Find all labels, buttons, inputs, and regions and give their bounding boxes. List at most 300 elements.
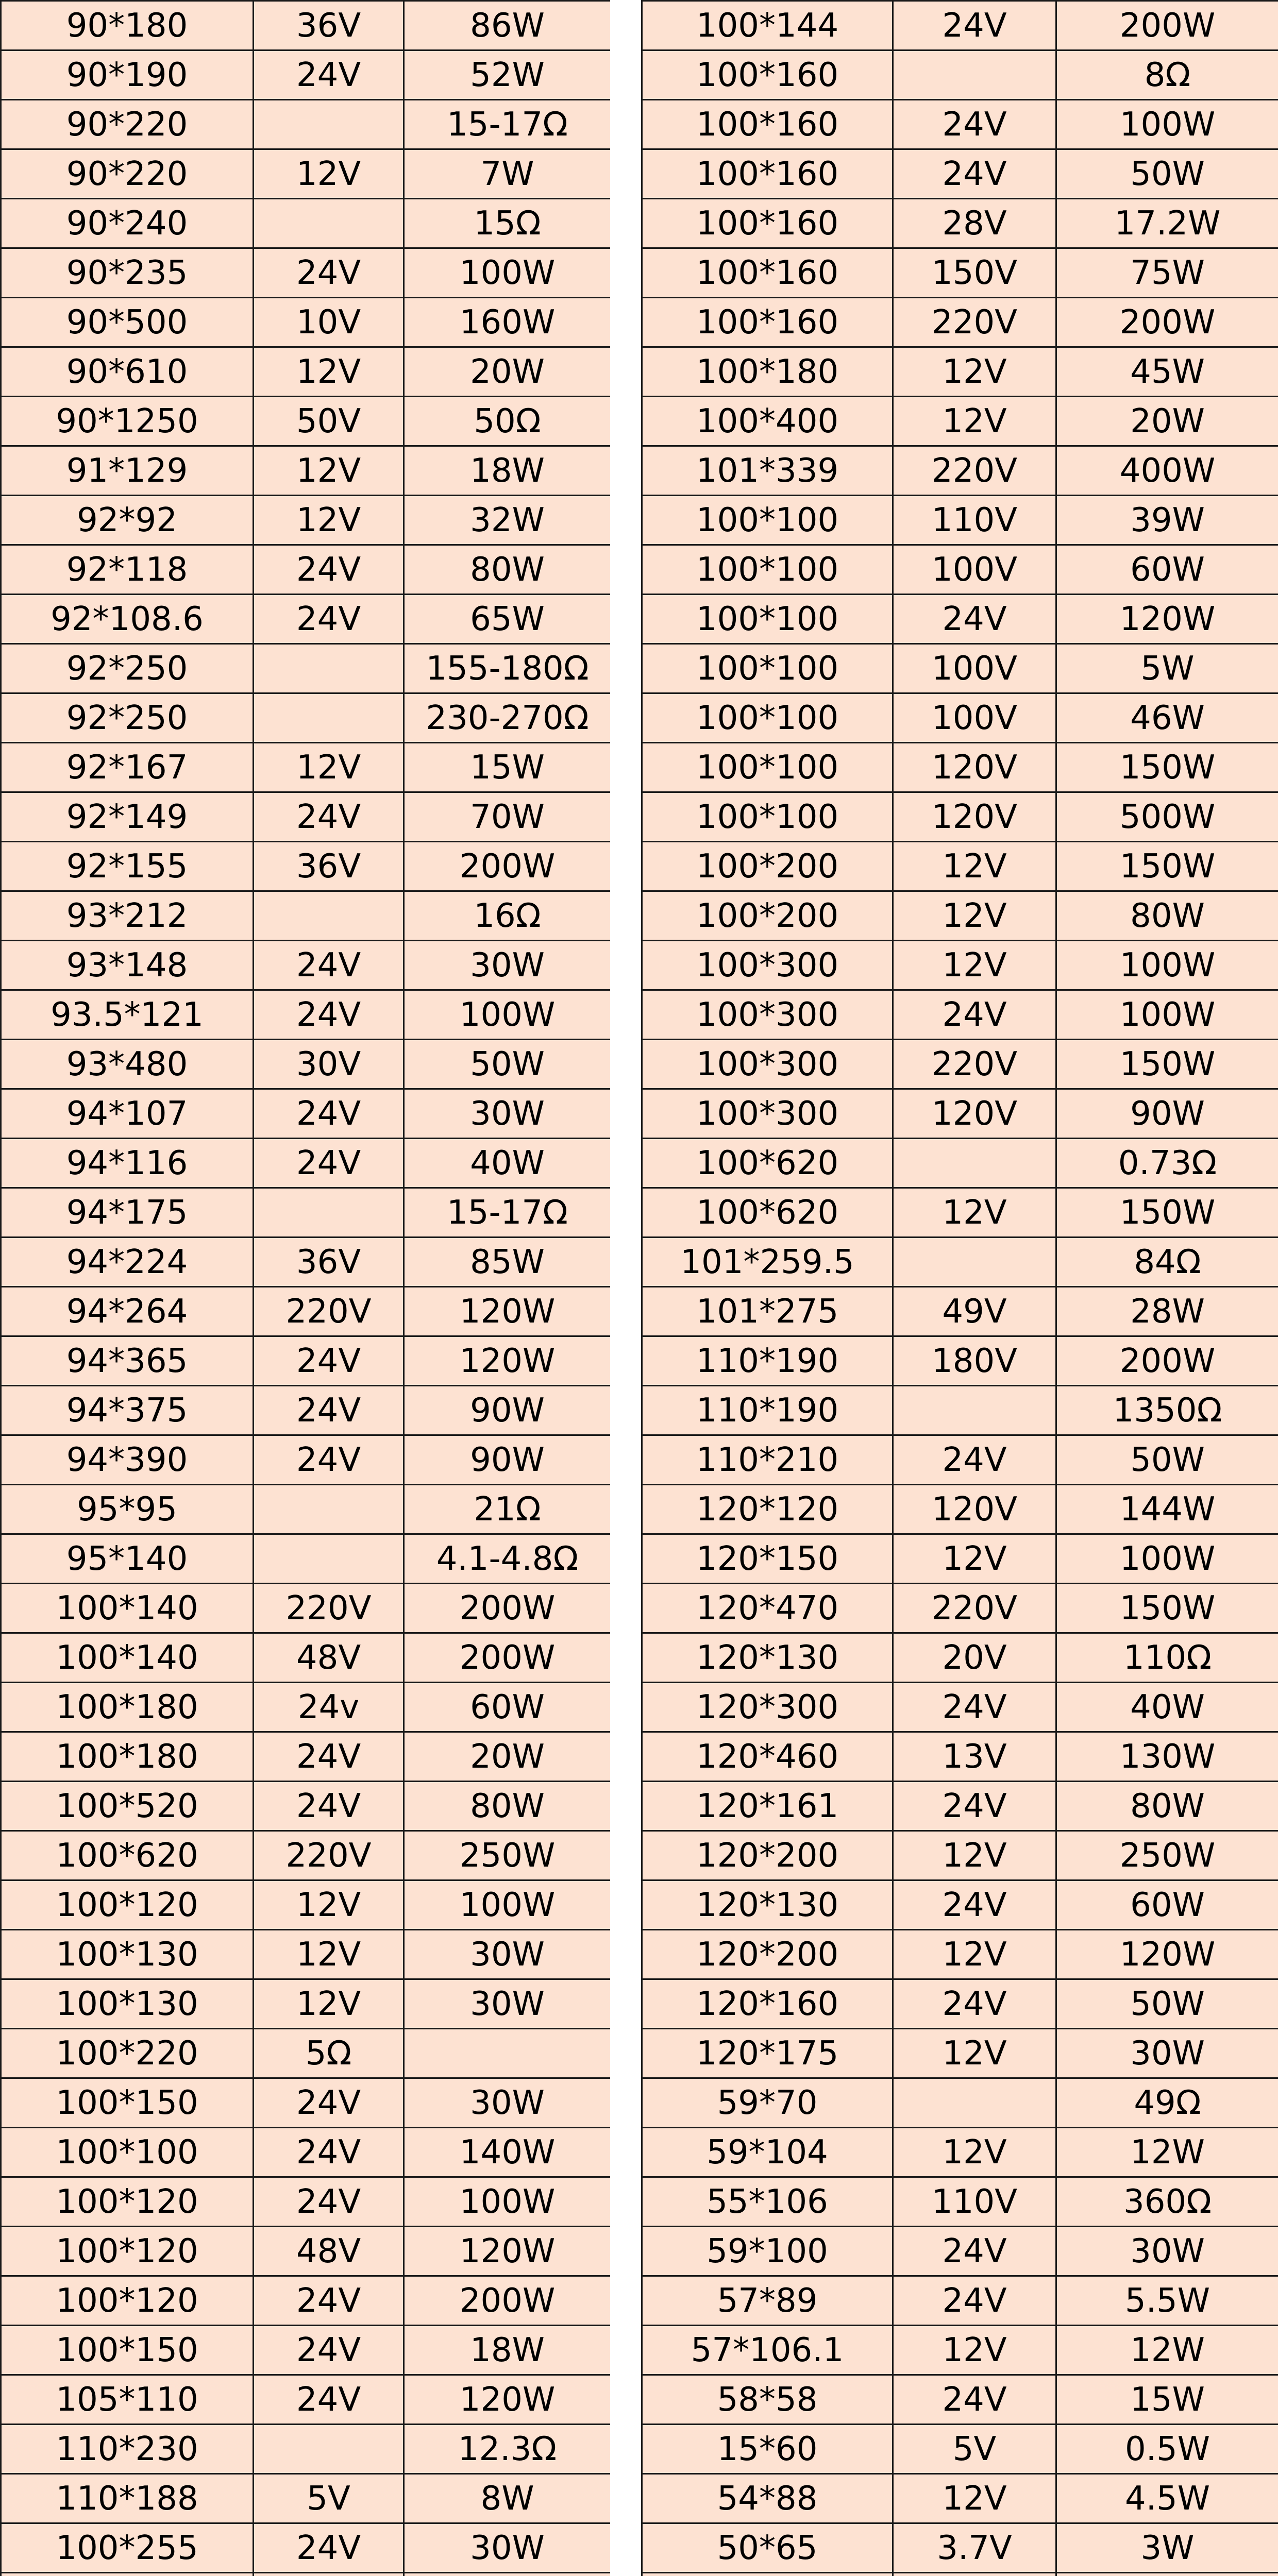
rating-cell: 90W	[404, 1386, 611, 1435]
voltage-cell: 12V	[254, 1979, 404, 2029]
size-cell: 100*100	[642, 545, 893, 595]
size-cell: 101*275	[642, 1287, 893, 1336]
size-cell: 100*160	[642, 248, 893, 298]
voltage-cell: 24V	[254, 2078, 404, 2128]
size-cell: 94*224	[1, 1238, 254, 1287]
rating-cell: 120W	[404, 2227, 611, 2276]
table-row	[642, 2573, 1278, 2576]
rating-cell: 200W	[404, 1633, 611, 1683]
voltage-cell	[254, 1485, 404, 1534]
voltage-cell	[893, 1386, 1056, 1435]
voltage-cell: 24V	[893, 990, 1056, 1040]
voltage-cell: 24V	[254, 1732, 404, 1782]
rating-cell: 60W	[404, 1683, 611, 1732]
table-row	[642, 2177, 1278, 2227]
size-cell: 120*160	[642, 1979, 893, 2029]
rating-cell: 200W	[404, 1584, 611, 1633]
size-cell: 59*70	[642, 2078, 893, 2128]
size-cell: 90*610	[1, 347, 254, 397]
table-row	[1, 1930, 611, 1979]
voltage-cell: 24V	[254, 792, 404, 842]
size-cell: 100*300	[642, 990, 893, 1040]
size-cell: 57*106.1	[642, 2326, 893, 2375]
voltage-cell: 48V	[254, 1633, 404, 1683]
size-cell: 105*110	[1, 2375, 254, 2425]
rating-cell: 150W	[1056, 1188, 1278, 1238]
table-row	[1, 2326, 611, 2375]
table-row	[642, 891, 1278, 941]
rating-cell: 28W	[1056, 1287, 1278, 1336]
table-row	[1, 1979, 611, 2029]
size-cell: 95*140	[1, 1534, 254, 1584]
rating-cell: 150W	[1056, 1584, 1278, 1633]
table-row	[642, 842, 1278, 891]
voltage-cell: 110V	[893, 496, 1056, 545]
size-cell: 50*65	[642, 2523, 893, 2573]
rating-cell: 200W	[1056, 298, 1278, 347]
voltage-cell: 5Ω	[254, 2029, 404, 2078]
rating-cell: 15W	[404, 743, 611, 792]
rating-cell: 155-180Ω	[404, 644, 611, 693]
size-cell: 100*620	[642, 1139, 893, 1188]
size-cell: 92*118	[1, 545, 254, 595]
table-row	[1, 693, 611, 743]
voltage-cell: 220V	[893, 298, 1056, 347]
size-cell: 100*620	[1, 1831, 254, 1880]
voltage-cell: 48V	[254, 2227, 404, 2276]
voltage-cell: 24V	[254, 1336, 404, 1386]
table-row	[1, 1238, 611, 1287]
size-cell: 100*144	[642, 1, 893, 50]
table-row	[1, 2128, 611, 2177]
table-row	[642, 248, 1278, 298]
size-cell: 100*130	[1, 1979, 254, 2029]
size-cell: 100*100	[642, 644, 893, 693]
voltage-cell: 24V	[254, 1782, 404, 1831]
voltage-cell: 24V	[893, 1979, 1056, 2029]
table-row	[642, 1979, 1278, 2029]
table-row	[642, 2276, 1278, 2326]
size-cell: 100*520	[1, 1782, 254, 1831]
voltage-cell	[893, 2573, 1056, 2576]
size-cell: 57*89	[642, 2276, 893, 2326]
voltage-cell: 12V	[254, 743, 404, 792]
size-cell: 120*120	[642, 1485, 893, 1534]
voltage-cell: 24V	[893, 100, 1056, 149]
size-cell: 100*300	[642, 1089, 893, 1139]
voltage-cell: 120V	[893, 1089, 1056, 1139]
voltage-cell	[254, 644, 404, 693]
voltage-cell	[893, 1139, 1056, 1188]
rating-cell: 60W	[1056, 1880, 1278, 1930]
voltage-cell: 24V	[254, 2326, 404, 2375]
table-row	[642, 990, 1278, 1040]
rating-cell: 50W	[404, 1040, 611, 1089]
voltage-cell: 36V	[254, 842, 404, 891]
table-row	[642, 1336, 1278, 1386]
voltage-cell: 20V	[893, 1633, 1056, 1683]
table-row	[642, 347, 1278, 397]
table-row	[1, 1485, 611, 1534]
size-cell: 94*390	[1, 1435, 254, 1485]
table-row	[642, 1386, 1278, 1435]
voltage-cell	[254, 100, 404, 149]
table-row	[1, 100, 611, 149]
size-cell: 90*220	[1, 100, 254, 149]
rating-cell: 50W	[1056, 1979, 1278, 2029]
voltage-cell: 12V	[893, 891, 1056, 941]
size-cell: 120*130	[642, 1633, 893, 1683]
rating-cell: 80W	[1056, 891, 1278, 941]
size-cell: 59*100	[642, 2227, 893, 2276]
size-cell: 100*100	[642, 743, 893, 792]
rating-cell: 200W	[404, 2276, 611, 2326]
table-row	[1, 891, 611, 941]
size-cell: 120*150	[642, 1534, 893, 1584]
rating-cell: 400W	[1056, 446, 1278, 496]
size-cell: 100*140	[1, 1633, 254, 1683]
rating-cell: 65W	[404, 595, 611, 644]
size-cell: 110*190	[642, 1336, 893, 1386]
table-row	[1, 1089, 611, 1139]
voltage-cell: 24V	[254, 545, 404, 595]
table-row	[642, 2375, 1278, 2425]
voltage-cell: 24v	[254, 1683, 404, 1732]
rating-cell: 200W	[1056, 1336, 1278, 1386]
size-cell: 94*116	[1, 1139, 254, 1188]
size-cell: 120*200	[642, 1831, 893, 1880]
voltage-cell: 5V	[893, 2425, 1056, 2474]
table-row	[642, 1633, 1278, 1683]
rating-cell: 3W	[1056, 2523, 1278, 2573]
voltage-cell: 24V	[893, 1435, 1056, 1485]
table-row	[642, 2523, 1278, 2573]
rating-cell: 45W	[1056, 347, 1278, 397]
size-cell: 100*160	[642, 199, 893, 248]
rating-cell: 250W	[1056, 1831, 1278, 1880]
rating-cell: 100W	[404, 990, 611, 1040]
voltage-cell: 24V	[254, 248, 404, 298]
voltage-cell: 24V	[254, 2128, 404, 2177]
table-row	[1, 2523, 611, 2573]
rating-cell: 150W	[1056, 842, 1278, 891]
rating-cell: 130W	[1056, 1732, 1278, 1782]
voltage-cell	[893, 1238, 1056, 1287]
table-row	[1, 2474, 611, 2523]
voltage-cell	[254, 2573, 404, 2576]
table-row	[1, 1831, 611, 1880]
rating-cell: 120W	[404, 1336, 611, 1386]
size-cell: 90*500	[1, 298, 254, 347]
table-row	[1, 792, 611, 842]
size-cell: 101*259.5	[642, 1238, 893, 1287]
rating-cell: 80W	[404, 1782, 611, 1831]
voltage-cell: 24V	[254, 1435, 404, 1485]
table-row	[1, 496, 611, 545]
left-table-body	[1, 1, 611, 2576]
rating-cell: 12W	[1056, 2128, 1278, 2177]
voltage-cell: 24V	[254, 2523, 404, 2573]
table-row	[642, 1485, 1278, 1534]
left-spec-table	[0, 0, 612, 2576]
voltage-cell: 24V	[893, 149, 1056, 199]
rating-cell: 4.5W	[1056, 2474, 1278, 2523]
rating-cell: 100W	[404, 2177, 611, 2227]
rating-cell	[404, 2573, 611, 2576]
size-cell: 94*107	[1, 1089, 254, 1139]
size-cell: 100*620	[642, 1188, 893, 1238]
table-row	[1, 1880, 611, 1930]
table-row	[1, 2375, 611, 2425]
size-cell: 58*58	[642, 2375, 893, 2425]
size-cell: 100*400	[642, 397, 893, 446]
table-row	[642, 792, 1278, 842]
rating-cell: 30W	[404, 941, 611, 990]
table-row	[642, 2425, 1278, 2474]
table-row	[642, 1683, 1278, 1732]
table-row	[642, 2029, 1278, 2078]
size-cell: 90*1250	[1, 397, 254, 446]
rating-cell: 18W	[404, 2326, 611, 2375]
table-row	[642, 1, 1278, 50]
table-row	[1, 2276, 611, 2326]
voltage-cell: 220V	[893, 1584, 1056, 1633]
rating-cell: 16Ω	[404, 891, 611, 941]
rating-cell: 250W	[404, 1831, 611, 1880]
rating-cell: 90W	[404, 1435, 611, 1485]
rating-cell: 80W	[1056, 1782, 1278, 1831]
rating-cell: 100W	[404, 248, 611, 298]
size-cell: 120*460	[642, 1732, 893, 1782]
voltage-cell: 220V	[893, 1040, 1056, 1089]
voltage-cell: 24V	[254, 595, 404, 644]
size-cell: 90*190	[1, 50, 254, 100]
voltage-cell: 12V	[893, 2029, 1056, 2078]
voltage-cell: 36V	[254, 1, 404, 50]
size-cell: 92*167	[1, 743, 254, 792]
table-row	[642, 50, 1278, 100]
voltage-cell: 12V	[254, 149, 404, 199]
table-row	[642, 1040, 1278, 1089]
voltage-cell: 24V	[893, 1, 1056, 50]
rating-cell: 30W	[404, 2078, 611, 2128]
rating-cell: 100W	[1056, 990, 1278, 1040]
voltage-cell: 12V	[893, 1831, 1056, 1880]
voltage-cell: 220V	[254, 1831, 404, 1880]
rating-cell: 30W	[404, 1930, 611, 1979]
size-cell: 94*365	[1, 1336, 254, 1386]
voltage-cell: 12V	[893, 1534, 1056, 1584]
voltage-cell: 28V	[893, 199, 1056, 248]
table-row	[1, 941, 611, 990]
size-cell: 100*100	[642, 693, 893, 743]
table-row	[1, 1386, 611, 1435]
size-cell: 92*250	[1, 693, 254, 743]
right-spec-table	[641, 0, 1278, 2576]
rating-cell: 150W	[1056, 1040, 1278, 1089]
table-row	[642, 2078, 1278, 2128]
size-cell: 94*264	[1, 1287, 254, 1336]
rating-cell: 120W	[1056, 1930, 1278, 1979]
size-cell: 92*149	[1, 792, 254, 842]
size-cell: 91*129	[1, 446, 254, 496]
voltage-cell: 24V	[893, 595, 1056, 644]
voltage-cell: 120V	[893, 743, 1056, 792]
rating-cell: 60W	[1056, 545, 1278, 595]
voltage-cell	[254, 891, 404, 941]
size-cell: 120*161	[642, 1782, 893, 1831]
table-row	[1, 2029, 611, 2078]
rating-cell: 120W	[404, 1287, 611, 1336]
size-cell: 92*155	[1, 842, 254, 891]
size-cell: 15*60	[642, 2425, 893, 2474]
size-cell: 100*300	[642, 941, 893, 990]
size-cell: 120*200	[642, 1930, 893, 1979]
table-row	[1, 1584, 611, 1633]
table-row	[1, 347, 611, 397]
voltage-cell: 12V	[893, 2474, 1056, 2523]
rating-cell: 5W	[1056, 644, 1278, 693]
rating-cell: 144W	[1056, 1485, 1278, 1534]
size-cell: 100*180	[642, 347, 893, 397]
rating-cell: 70W	[404, 792, 611, 842]
voltage-cell: 5V	[254, 2474, 404, 2523]
rating-cell: 30W	[1056, 2029, 1278, 2078]
size-cell: 100*180	[1, 1683, 254, 1732]
table-row	[1, 2425, 611, 2474]
rating-cell: 30W	[404, 2523, 611, 2573]
voltage-cell: 3.7V	[893, 2523, 1056, 2573]
table-row	[642, 2474, 1278, 2523]
size-cell: 100*130	[1, 1930, 254, 1979]
voltage-cell: 24V	[254, 1139, 404, 1188]
voltage-cell: 12V	[254, 446, 404, 496]
rating-cell: 100W	[404, 1880, 611, 1930]
table-row	[1, 397, 611, 446]
rating-cell: 84Ω	[1056, 1238, 1278, 1287]
table-row	[642, 693, 1278, 743]
rating-cell: 110Ω	[1056, 1633, 1278, 1683]
rating-cell: 30W	[1056, 2227, 1278, 2276]
size-cell: 120*300	[642, 1683, 893, 1732]
size-cell: 94*375	[1, 1386, 254, 1435]
size-cell: 100*200	[642, 842, 893, 891]
voltage-cell: 24V	[254, 50, 404, 100]
table-row	[1, 2177, 611, 2227]
voltage-cell: 24V	[254, 990, 404, 1040]
table-row	[1, 199, 611, 248]
table-row	[642, 644, 1278, 693]
voltage-cell: 24V	[254, 2177, 404, 2227]
rating-cell: 230-270Ω	[404, 693, 611, 743]
rating-cell: 85W	[404, 1238, 611, 1287]
rating-cell: 46W	[1056, 693, 1278, 743]
table-row	[1, 1139, 611, 1188]
size-cell: 100*160	[642, 50, 893, 100]
rating-cell: 15W	[1056, 2375, 1278, 2425]
table-row	[1, 1534, 611, 1584]
voltage-cell: 120V	[893, 1485, 1056, 1534]
voltage-cell: 12V	[893, 1188, 1056, 1238]
voltage-cell: 12V	[893, 941, 1056, 990]
rating-cell: 20W	[404, 347, 611, 397]
table-row	[1, 1633, 611, 1683]
rating-cell: 40W	[404, 1139, 611, 1188]
voltage-cell: 12V	[254, 347, 404, 397]
voltage-cell: 220V	[254, 1584, 404, 1633]
rating-cell: 21Ω	[404, 1485, 611, 1534]
voltage-cell: 220V	[254, 1287, 404, 1336]
voltage-cell: 30V	[254, 1040, 404, 1089]
table-row	[1, 842, 611, 891]
rating-cell: 75W	[1056, 248, 1278, 298]
size-cell: 100*300	[642, 1040, 893, 1089]
size-cell: 100*100	[642, 792, 893, 842]
table-row	[1, 1435, 611, 1485]
table-row	[1, 545, 611, 595]
table-row	[1, 1732, 611, 1782]
rating-cell: 1350Ω	[1056, 1386, 1278, 1435]
table-row	[642, 1732, 1278, 1782]
table-row	[642, 496, 1278, 545]
voltage-cell: 12V	[893, 2326, 1056, 2375]
voltage-cell: 24V	[254, 941, 404, 990]
rating-cell: 7W	[404, 149, 611, 199]
voltage-cell: 12V	[893, 1930, 1056, 1979]
size-cell: 90*240	[1, 199, 254, 248]
table-row	[1, 1, 611, 50]
size-cell: 100*200	[642, 891, 893, 941]
table-row	[642, 1534, 1278, 1584]
size-cell: 100*120	[1, 2276, 254, 2326]
size-cell: 93*480	[1, 1040, 254, 1089]
voltage-cell: 100V	[893, 644, 1056, 693]
size-cell: 100*120	[1, 1880, 254, 1930]
voltage-cell	[254, 1534, 404, 1584]
table-row	[642, 298, 1278, 347]
table-row	[1, 644, 611, 693]
rating-cell: 90W	[1056, 1089, 1278, 1139]
rating-cell: 18W	[404, 446, 611, 496]
rating-cell: 500W	[1056, 792, 1278, 842]
rating-cell	[1056, 2573, 1278, 2576]
rating-cell: 120W	[404, 2375, 611, 2425]
voltage-cell: 10V	[254, 298, 404, 347]
table-row	[1, 149, 611, 199]
size-cell: 100*160	[642, 149, 893, 199]
voltage-cell	[254, 199, 404, 248]
size-cell: 110*230	[1, 2425, 254, 2474]
voltage-cell: 12V	[893, 347, 1056, 397]
size-cell: 100*255	[1, 2523, 254, 2573]
voltage-cell: 110V	[893, 2177, 1056, 2227]
size-cell: 100*180	[1, 1732, 254, 1782]
voltage-cell: 24V	[254, 1089, 404, 1139]
voltage-cell: 12V	[254, 1880, 404, 1930]
size-cell: 92*108.6	[1, 595, 254, 644]
voltage-cell: 120V	[893, 792, 1056, 842]
size-cell: 93*148	[1, 941, 254, 990]
rating-cell: 15Ω	[404, 199, 611, 248]
table-row	[1, 2078, 611, 2128]
table-row	[1, 1782, 611, 1831]
table-row	[1, 1040, 611, 1089]
table-row	[1, 1336, 611, 1386]
table-row	[642, 1880, 1278, 1930]
size-cell: 93.5*121	[1, 990, 254, 1040]
table-row	[642, 1287, 1278, 1336]
rating-cell: 100W	[1056, 941, 1278, 990]
